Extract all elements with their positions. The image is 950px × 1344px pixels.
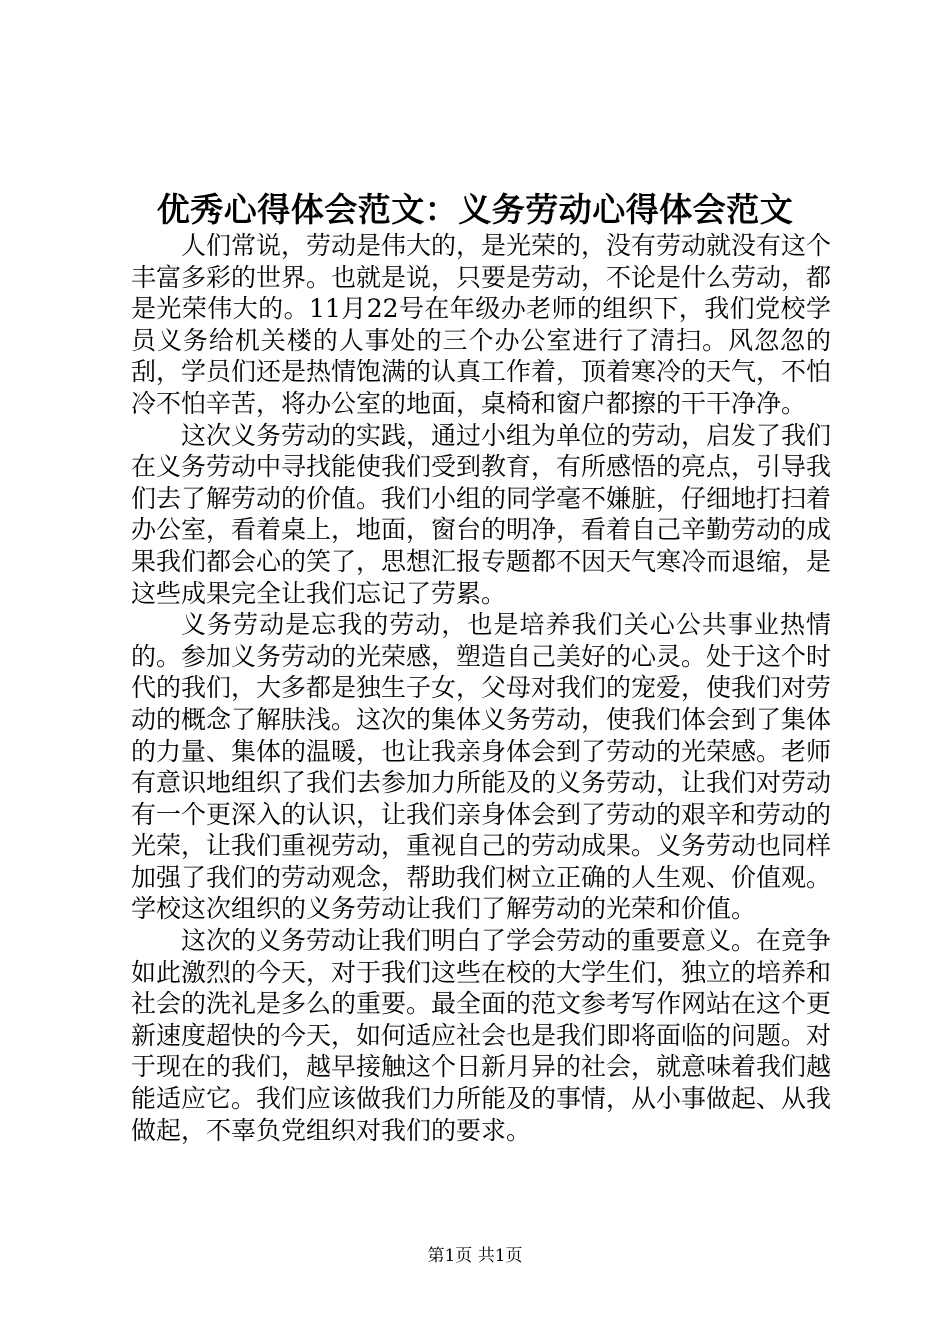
document-body (131, 230, 831, 1146)
paragraph: 这次的义务劳动让我们明白了学会劳动的重要意义。在竞争如此激烈的今天，对于我们这些在校的大学生们，独立的培养和社会的洗礼是多么的重要。最全面的范文参考写作网站在这个更新速度超快的今天，如何适应社会也是我们即将面临的问题。对于现在的我们，越早接触这个日新月异的社会，就意味着我们越能适应它。我们应该做我们力所能及的事情，从小事做起、从我做起，不辜负党组织对我们的要求。 (131, 926, 832, 1145)
page-footer: 第1页 共1页 (427, 1246, 523, 1266)
paragraph: 这次义务劳动的实践，通过小组为单位的劳动，启发了我们在义务劳动中寻找能使我们受到教育，有所感悟的亮点，引导我们去了解劳动的价值。我们小组的同学毫不嫌脏，仔细地打扫着办公室，看着桌上，地面，窗台的明净，看着自己辛勤劳动的成果我们都会心的笑了，思想汇报专题都不因天气寒冷而退缩，是这些成果完全让我们忘记了劳累。 (131, 420, 832, 608)
document-title: 优秀心得体会范文：义务劳动心得体会范文 (156, 190, 794, 229)
paragraph: 人们常说，劳动是伟大的，是光荣的，没有劳动就没有这个丰富多彩的世界。也就是说，只要是劳动，不论是什么劳动，都是光荣伟大的。11月22号在年级办老师的组织下，我们党校学员义务给机关楼的人事处的三个办公室进行了清扫。风忽忽的刮，学员们还是热情饱满的认真工作着，顶着寒冷的天气，不怕冷不怕辛苦，将办公室的地面，桌椅和窗户都擦的干干净净。 (131, 231, 832, 418)
paragraph: 义务劳动是忘我的劳动，也是培养我们关心公共事业热情的。参加义务劳动的光荣感，塑造自己美好的心灵。处于这个时代的我们，大多都是独生子女，父母对我们的宠爱，使我们对劳动的概念了解肤浅。这次的集体义务劳动，使我们体会到了集体的力量、集体的温暖，也让我亲身体会到了劳动的光荣感。老师有意识地组织了我们去参加力所能及的义务劳动，让我们对劳动有一个更深入的认识，让我们亲身体会到了劳动的艰辛和劳动的光荣，让我们重视劳动，重视自己的劳动成果。义务劳动也同样加强了我们的劳动观念，帮助我们树立正确的人生观、价值观。学校这次组织的义务劳动让我们了解劳动的光荣和价值。 (131, 610, 832, 924)
